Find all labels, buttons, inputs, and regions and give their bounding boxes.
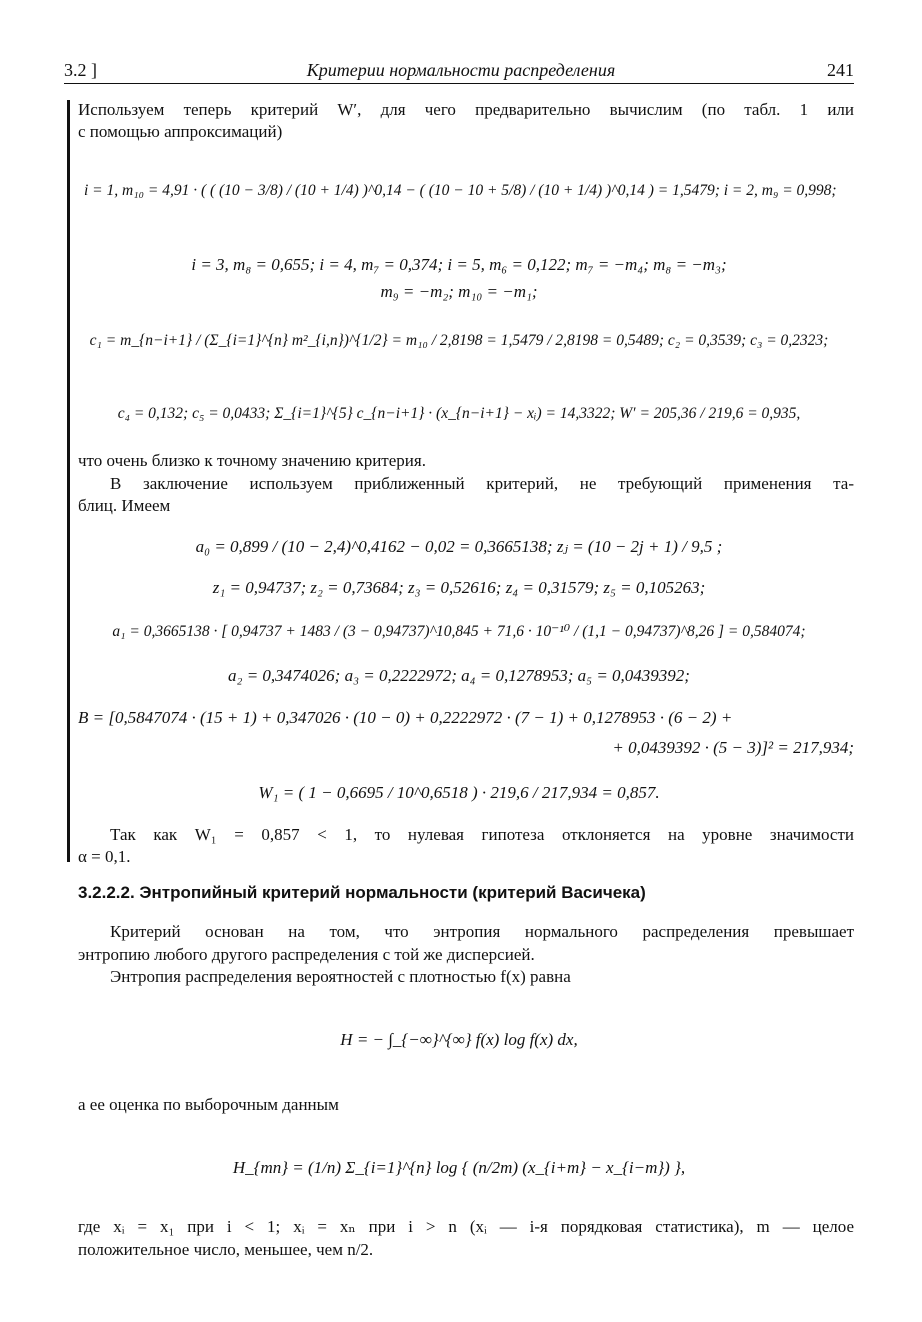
equation-m-values: i = 3, m₈ = 0,655; i = 4, m₇ = 0,374; i = 5, m₆ = 0,122; m₇ = −m₄; m₈ = −m₃; [191, 255, 727, 274]
paragraph-line: а ее оценка по выборочным данным [78, 1095, 339, 1114]
paragraph-line: Так как W₁ = 0,857 < 1, то нулевая гипотеза отклоняется на уровне значимости [110, 825, 854, 844]
equation-a1: a₁ = 0,3665138 · [ 0,94737 + 1483 / (3 − 0,94737)^10,845 + 71,6 · 10⁻¹⁰ / (1,1 − 0,94737)^8,26 ] = 0,584074; [112, 623, 806, 640]
equation-m10: i = 1, m₁₀ = 4,91 · ( ( (10 − 3/8) / (10 + 1/4) )^0,14 − ( (10 − 10 + 5/8) / (10 + 1/4) )^0,14 ) = 1,5479; i = 2, m₉ = 0,998; [84, 182, 837, 199]
equation-H: H = − ∫_{−∞}^{∞} f(x) log f(x) dx, [340, 1030, 578, 1049]
equation-c1: c₁ = m_{n−i+1} / (Σ_{i=1}^{n} m²_{i,n})^{1/2} = m₁₀ / 2,8198 = 1,5479 / 2,8198 = 0,5489; c₂ = 0,3539; c₃ = 0,2323; [89, 332, 829, 349]
paragraph-line: что очень близко к точному значению критерия. [78, 451, 426, 470]
paragraph-line: энтропию любого другого распределения с той же дисперсией. [78, 945, 535, 964]
paragraph-line: В заключение используем приближенный критерий, не требующий применения та- [110, 474, 854, 493]
equation-a0: a₀ = 0,899 / (10 − 2,4)^0,4162 − 0,02 = 0,3665138; zⱼ = (10 − 2j + 1) / 9,5 ; [195, 537, 723, 556]
paragraph-line: Критерий основан на том, что энтропия нормального распределения превышает [110, 922, 854, 941]
running-title: Критерии нормальности распределения [306, 60, 616, 80]
section-heading: 3.2.2.2. Энтропийный критерий нормальности (критерий Васичека) [78, 883, 646, 902]
equation-W1: W₁ = ( 1 − 0,6695 / 10^0,6518 ) · 219,6 / 217,934 = 0,857. [258, 783, 660, 802]
equation-B: + 0,0439392 · (5 − 3)]² = 217,934; [612, 738, 854, 757]
paragraph-line: с помощью аппроксимаций) [78, 122, 283, 141]
header-rule [64, 83, 854, 84]
paragraph-line: где xᵢ = x₁ при i < 1; xᵢ = xₙ при i > n (xᵢ — i-я порядковая статистика), m — целое [78, 1217, 854, 1236]
paragraph-line: Используем теперь критерий W′, для чего предварительно вычислим (по табл. 1 или [78, 100, 854, 119]
paragraph-line: блиц. Имеем [78, 496, 171, 515]
equation-a2-a5: a₂ = 0,3474026; a₃ = 0,2222972; a₄ = 0,1278953; a₅ = 0,0439392; [228, 666, 690, 685]
equation-m-values: m₉ = −m₂; m₁₀ = −m₁; [380, 282, 538, 301]
margin-bar [67, 100, 70, 862]
paragraph-line: положительное число, меньшее, чем n/2. [78, 1240, 374, 1259]
section-number: 3.2 ] [64, 60, 97, 80]
paragraph-line: Энтропия распределения вероятностей с плотностью f(x) равна [110, 967, 571, 986]
equation-Hmn: H_{mn} = (1/n) Σ_{i=1}^{n} log { (n/2m) (x_{i+m} − x_{i−m}) }, [232, 1158, 686, 1177]
page-number: 241 [827, 60, 854, 80]
paragraph-line: α = 0,1. [78, 847, 131, 866]
equation-z: z₁ = 0,94737; z₂ = 0,73684; z₃ = 0,52616; z₄ = 0,31579; z₅ = 0,105263; [212, 578, 706, 597]
equation-c4-w-prime: c₄ = 0,132; c₅ = 0,0433; Σ_{i=1}^{5} c_{n−i+1} · (x_{n−i+1} − xᵢ) = 14,3322; W′ = 205,36 / 219,6 = 0,935, [117, 405, 801, 422]
equation-B: B = [0,5847074 · (15 + 1) + 0,347026 · (10 − 0) + 0,2222972 · (7 − 1) + 0,1278953 · (6 − 2) + [78, 708, 733, 727]
